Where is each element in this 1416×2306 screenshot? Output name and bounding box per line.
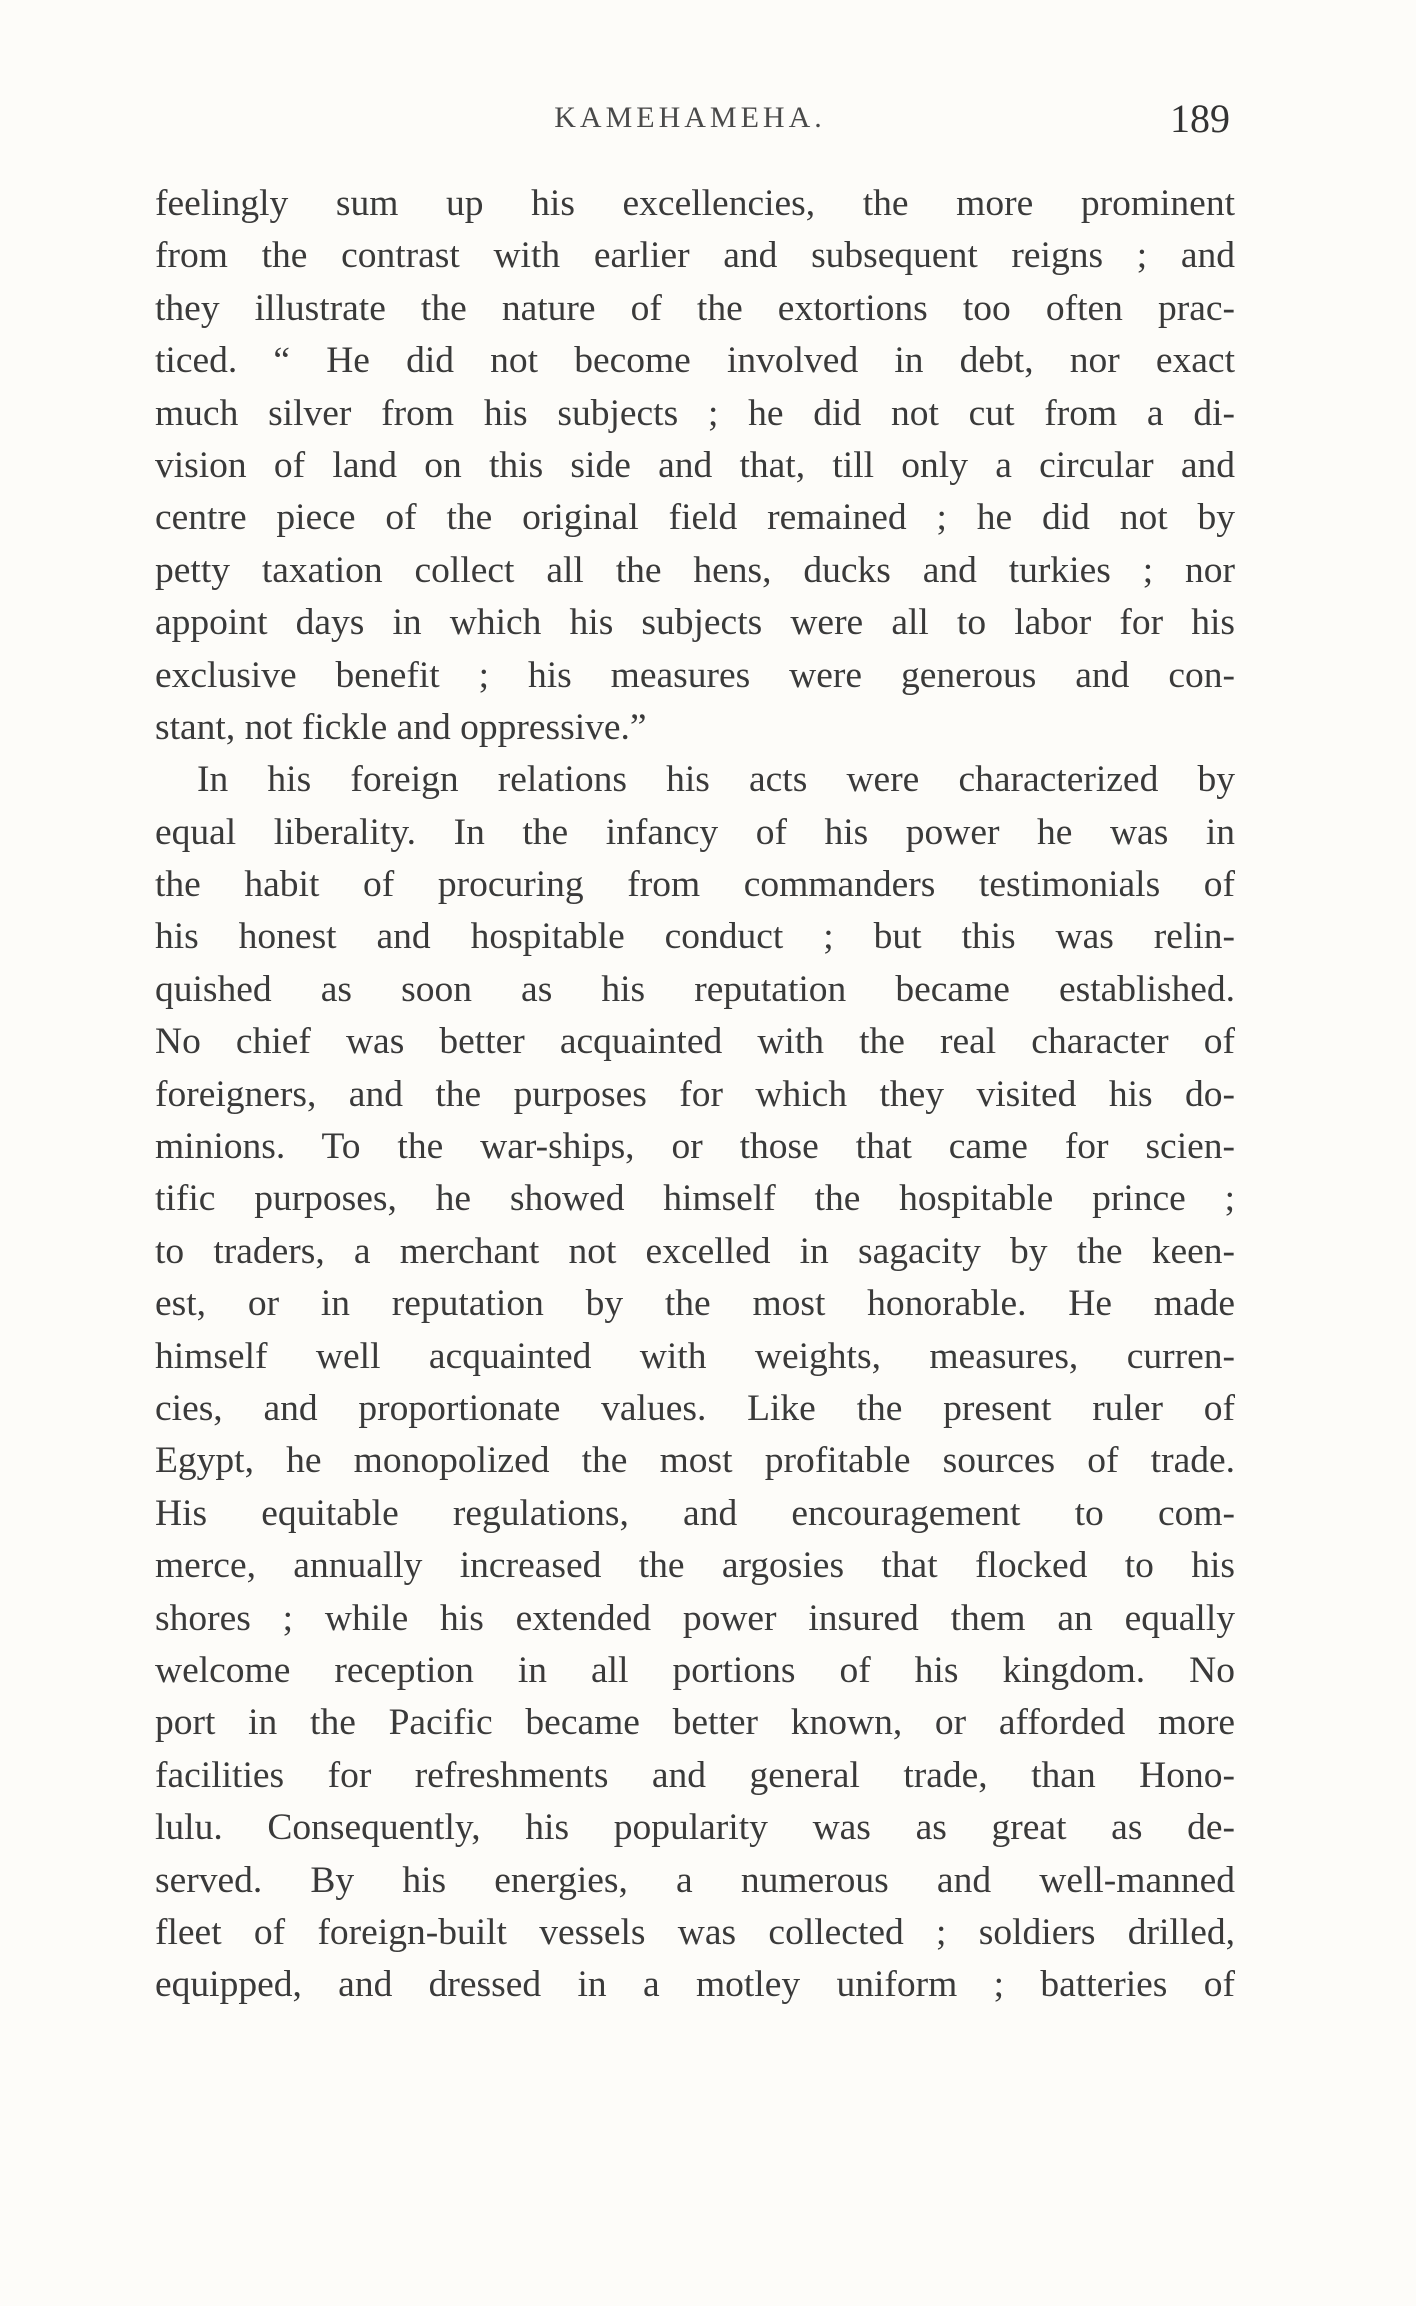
- text-line: lulu. Consequently, his popularity was as great as de-: [155, 1807, 1235, 1849]
- text-line: feelingly sum up his excellencies, the more prominent: [155, 183, 1235, 224]
- text-line: petty taxation collect all the hens, ducks and turkies ; nor: [155, 549, 1235, 591]
- text-line: foreigners, and the purposes for which they visited his do-: [155, 1073, 1235, 1115]
- text-line: fleet of foreign-built vessels was collected ; soldiers drilled,: [155, 1911, 1235, 1953]
- text-line: to traders, a merchant not excelled in sagacity by the keen-: [155, 1230, 1235, 1272]
- text-line: His equitable regulations, and encouragement to com-: [155, 1492, 1235, 1534]
- text-line: equal liberality. In the infancy of his power he was in: [155, 811, 1235, 853]
- running-head: [150, 95, 1230, 145]
- text-line: the habit of procuring from commanders testimonials of: [155, 864, 1235, 906]
- text-line: shores ; while his extended power insured them an equally: [155, 1597, 1235, 1639]
- text-line: from the contrast with earlier and subsequent reigns ; and: [155, 235, 1235, 277]
- body-text: [155, 178, 1235, 2012]
- text-line: vision of land on this side and that, till only a circular and: [155, 444, 1235, 486]
- text-line: In his foreign relations his acts were characterized by: [197, 759, 1235, 801]
- text-line: merce, annually increased the argosies that flocked to his: [155, 1545, 1235, 1587]
- text-line: minions. To the war-ships, or those that came for scien-: [155, 1126, 1235, 1168]
- text-line: port in the Pacific became better known, or afforded more: [155, 1702, 1235, 1744]
- text-line: facilities for refreshments and general trade, than Hono-: [155, 1754, 1235, 1796]
- page-number: 189: [1170, 96, 1230, 141]
- text-line: served. By his energies, a numerous and well-manned: [155, 1859, 1235, 1901]
- text-line: much silver from his subjects ; he did not cut from a di-: [155, 392, 1235, 434]
- text-line: they illustrate the nature of the extortions too often prac-: [155, 287, 1235, 329]
- paragraph-2: [155, 754, 1235, 2011]
- text-line: cies, and proportionate values. Like the present ruler of: [155, 1387, 1235, 1429]
- text-line: appoint days in which his subjects were all to labor for his: [155, 602, 1235, 644]
- text-line: stant, not fickle and oppressive.”: [155, 706, 647, 748]
- text-line: equipped, and dressed in a motley uniform ; batteries of: [155, 1964, 1235, 2006]
- text-line: tific purposes, he showed himself the hospitable prince ;: [155, 1178, 1235, 1220]
- text-line: No chief was better acquainted with the real character of: [155, 1021, 1235, 1063]
- text-line: welcome reception in all portions of his kingdom. No: [155, 1649, 1235, 1691]
- text-line: est, or in reputation by the most honorable. He made: [155, 1283, 1235, 1325]
- paragraph-1: [155, 178, 1235, 754]
- text-line: quished as soon as his reputation became established.: [155, 968, 1235, 1010]
- text-line: himself well acquainted with weights, measures, curren-: [155, 1335, 1235, 1377]
- text-line: Egypt, he monopolized the most profitable sources of trade.: [155, 1440, 1235, 1482]
- text-line: his honest and hospitable conduct ; but this was relin-: [155, 916, 1235, 958]
- text-line: exclusive benefit ; his measures were generous and con-: [155, 654, 1235, 696]
- text-line: ticed. “ He did not become involved in debt, nor exact: [155, 340, 1235, 382]
- running-title: KAMEHAMEHA.: [554, 101, 826, 134]
- text-line: centre piece of the original field remained ; he did not by: [155, 497, 1235, 539]
